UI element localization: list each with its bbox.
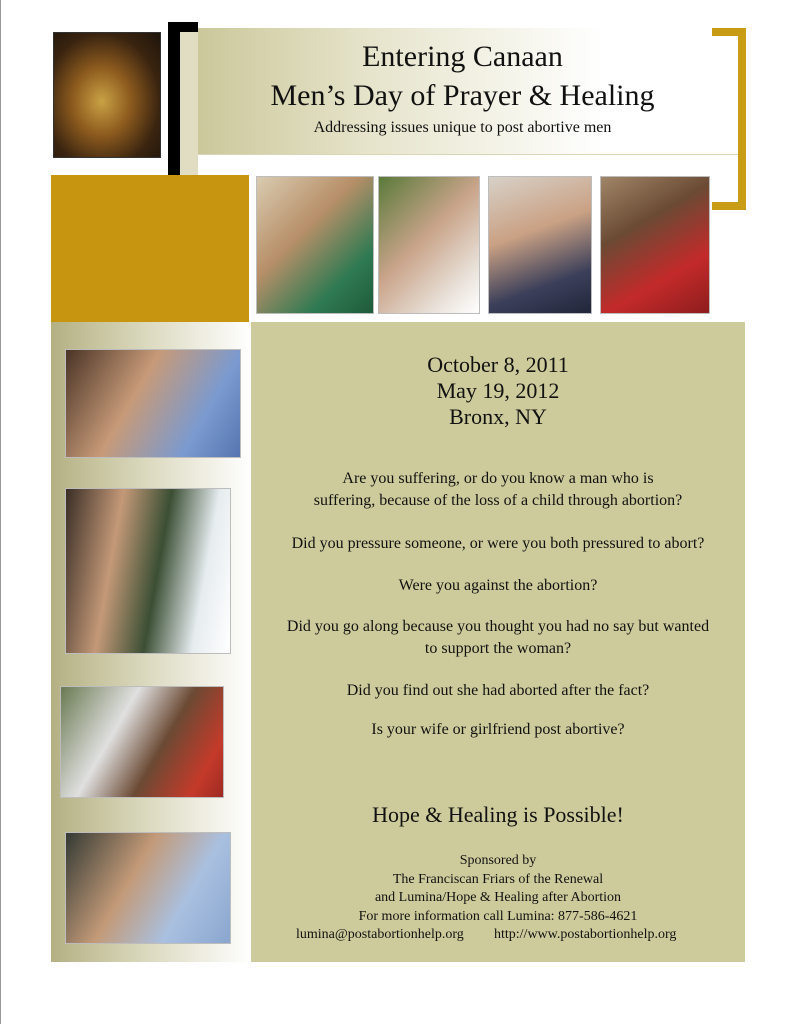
sponsor-line-1: Sponsored by <box>459 853 537 868</box>
question-5 <box>251 680 745 702</box>
question-5-line-1: Did you find out she had aborted after the fact? <box>346 682 650 699</box>
photo-man-red-shirt <box>600 176 710 314</box>
sponsor-line-4: For more information call Lumina: 877-586-4621 <box>358 908 638 924</box>
photo-young-man-looking-down <box>488 176 592 314</box>
question-4-line-2: to support the woman? <box>424 640 572 657</box>
question-4 <box>251 616 745 660</box>
photo-man-hand-on-face <box>65 488 231 654</box>
question-6-line-1: Is your wife or girlfriend post abortive? <box>371 721 625 738</box>
saint-joseph-painting-image <box>53 32 161 158</box>
question-2 <box>251 533 745 555</box>
photo-man-head-on-arm <box>65 349 241 458</box>
photo-older-man-thinking <box>378 176 480 314</box>
hope-headline: Hope & Healing is Possible! <box>372 802 624 827</box>
subtitle: Addressing issues unique to post abortive men <box>313 119 612 136</box>
question-3 <box>251 575 745 597</box>
right-bracket-top <box>712 28 746 36</box>
event-dates <box>251 352 745 430</box>
photo-man-glasses-green-shirt <box>256 176 374 314</box>
date-1: October 8, 2011 <box>427 352 569 377</box>
photo-man-hand-on-head <box>65 832 231 944</box>
question-1-line-2: suffering, because of the loss of a child through abortion? <box>313 492 683 509</box>
photo-older-man-porch <box>60 686 224 798</box>
contact-website-link[interactable]: http://www.postabortionhelp.org <box>494 927 677 942</box>
sponsor-line-3: and Lumina/Hope & Healing after Abortion <box>374 890 622 905</box>
question-1 <box>251 468 745 512</box>
question-2-line-1: Did you pressure someone, or were you both pressured to abort? <box>291 535 705 552</box>
question-3-line-1: Were you against the abortion? <box>398 577 598 594</box>
question-1-line-1: Are you suffering, or do you know a man who is <box>342 470 654 487</box>
gold-accent-block <box>51 175 249 325</box>
sponsor-line-2: The Franciscan Friars of the Renewal <box>392 871 604 887</box>
title-line-2: Men’s Day of Prayer & Healing <box>270 79 655 112</box>
page-edge-line <box>0 0 1 1024</box>
question-6 <box>251 719 745 741</box>
contact-email-link[interactable]: lumina@postabortionhelp.org <box>296 927 464 942</box>
location: Bronx, NY <box>449 404 547 429</box>
right-bracket-bottom <box>712 202 746 210</box>
date-2: May 19, 2012 <box>436 378 560 403</box>
sponsor-block <box>251 852 745 926</box>
title-line-1: Entering Canaan <box>362 40 563 73</box>
question-4-line-1: Did you go along because you thought you had no say but wanted <box>286 618 710 635</box>
